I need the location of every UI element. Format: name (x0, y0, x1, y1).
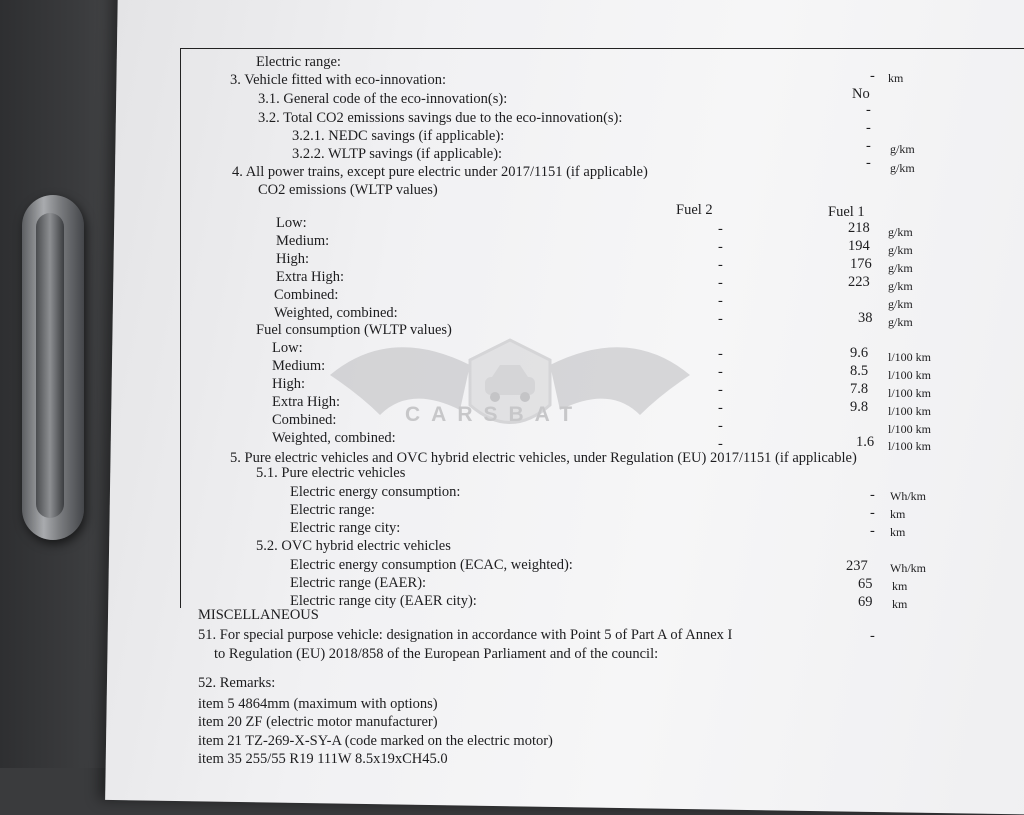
elec-range-unit: km (888, 71, 904, 85)
ovc-row-unit: km (892, 579, 908, 593)
pev-row-unit: km (890, 525, 906, 539)
ovc-row-value: 69 (858, 594, 873, 610)
watermark-text: CARSBAT (405, 403, 584, 426)
ovc-row-unit: km (892, 597, 908, 611)
co2-row-unit: g/km (888, 243, 913, 257)
misc-heading: MISCELLANEOUS (198, 607, 319, 623)
co2-row-label: Medium: (276, 233, 330, 249)
fc-row-fuel1: 1.6 (856, 434, 875, 450)
pev-row-label: Electric range: (290, 502, 375, 518)
fc-row-unit: l/100 km (888, 404, 932, 418)
eco-innovation-value: No (852, 86, 870, 102)
fc-row-unit: l/100 km (888, 439, 932, 453)
ovc-row-label: Electric range (EAER): (290, 575, 427, 591)
fc-row-label: Low: (272, 340, 303, 356)
pev-row-label: Electric range city: (290, 520, 401, 536)
ovc-row-value: 237 (846, 558, 868, 574)
point51-line2: to Regulation (EU) 2018/858 of the European Parliament and of the council: (214, 646, 659, 662)
co2-row-fuel2: - (718, 221, 723, 237)
pev-row-label: Electric energy consumption: (290, 484, 461, 500)
co2-heading: CO2 emissions (WLTP values) (258, 182, 438, 198)
line-wltp-savings: 3.2.2. WLTP savings (if applicable): (292, 146, 503, 162)
fc-row-fuel1: 9.6 (850, 345, 869, 361)
co2-row-fuel2: - (718, 257, 723, 273)
fuel1-header: Fuel 1 (828, 204, 865, 220)
ovc-row-label: Electric energy consumption (ECAC, weighted): (290, 557, 573, 573)
remarks-heading: 52. Remarks: (198, 675, 276, 691)
co2-row-label: Combined: (274, 287, 339, 303)
co2-row-label: Weighted, combined: (274, 305, 398, 321)
co2-row-fuel2: - (718, 275, 723, 291)
co2-row-unit: g/km (888, 279, 913, 293)
co2-row-unit: g/km (888, 315, 913, 329)
fc-row-unit: l/100 km (888, 422, 932, 436)
nedc-value: - (866, 138, 871, 154)
wltp-savings-value: - (866, 155, 871, 171)
pev-row-value: - (870, 523, 875, 539)
fuel-consumption-heading: Fuel consumption (WLTP values) (256, 322, 452, 338)
remark-item: item 21 TZ-269-X-SY-A (code marked on the electric motor) (198, 733, 553, 749)
point51-value: - (870, 628, 875, 644)
fc-row-fuel1: 7.8 (850, 381, 869, 397)
fc-row-fuel2: - (718, 400, 723, 416)
point51-line1: 51. For special purpose vehicle: designation in accordance with Point 5 of Part A of Annex I (198, 627, 733, 643)
co2-row-fuel1: 194 (848, 238, 870, 254)
line-nedc-savings: 3.2.1. NEDC savings (if applicable): (292, 128, 505, 144)
fc-row-label: Weighted, combined: (272, 430, 396, 446)
table-border-top (180, 48, 1024, 50)
fc-row-fuel2: - (718, 382, 723, 398)
co2-row-label: Extra High: (276, 269, 345, 285)
co2-row-fuel2: - (718, 293, 723, 309)
co2-row-fuel2: - (718, 311, 723, 327)
fc-row-label: High: (272, 376, 306, 392)
fc-row-unit: l/100 km (888, 350, 932, 364)
fc-row-fuel2: - (718, 436, 723, 452)
fc-row-fuel1: 8.5 (850, 363, 869, 379)
co2-row-fuel1: 176 (850, 256, 872, 272)
co2-row-unit: g/km (888, 297, 913, 311)
line-electric-range: Electric range: (256, 54, 341, 70)
section5-heading: 5. Pure electric vehicles and OVC hybrid electric vehicles, under Regulation (EU) 2017/1151 (if applicable) (230, 450, 857, 466)
fc-row-fuel2: - (718, 346, 723, 362)
section52-heading: 5.2. OVC hybrid electric vehicles (256, 538, 451, 554)
ovc-row-unit: Wh/km (890, 561, 926, 575)
car-shield-bat-logo (320, 315, 700, 465)
co2-row-label: High: (276, 251, 310, 267)
remark-item: item 5 4864mm (maximum with options) (198, 696, 438, 712)
fc-row-unit: l/100 km (888, 386, 932, 400)
door-handle (22, 195, 84, 540)
co2-row-unit: g/km (888, 261, 913, 275)
co2-row-fuel1: 218 (848, 220, 870, 236)
line-all-power-trains: 4. All power trains, except pure electric under 2017/1151 (if applicable) (232, 164, 648, 180)
elec-range-value: - (870, 68, 875, 84)
pev-row-value: - (870, 487, 875, 503)
fc-row-label: Extra High: (272, 394, 341, 410)
line-eco-total: 3.2. Total CO2 emissions savings due to the eco-innovation(s): (258, 110, 623, 126)
wltp-savings-unit: g/km (890, 161, 915, 175)
fc-row-label: Combined: (272, 412, 337, 428)
pev-row-unit: Wh/km (890, 489, 926, 503)
nedc-unit: g/km (890, 142, 915, 156)
fc-row-fuel2: - (718, 418, 723, 434)
co2-row-label: Low: (276, 215, 307, 231)
co2-row-unit: g/km (888, 225, 913, 239)
eco-code-value: - (866, 102, 871, 118)
section51-heading: 5.1. Pure electric vehicles (256, 465, 406, 481)
co2-row-fuel2: - (718, 239, 723, 255)
pev-row-unit: km (890, 507, 906, 521)
co2-row-fuel1: 223 (848, 274, 870, 290)
table-border-left (180, 48, 182, 608)
line-eco-code: 3.1. General code of the eco-innovation(s): (258, 91, 508, 107)
co2-row-fuel1: 38 (858, 310, 873, 326)
fc-row-fuel1: 9.8 (850, 399, 869, 415)
fc-row-label: Medium: (272, 358, 326, 374)
pev-row-value: - (870, 505, 875, 521)
remark-item: item 35 255/55 R19 111W 8.5x19xCH45.0 (198, 751, 448, 767)
fc-row-unit: l/100 km (888, 368, 932, 382)
ovc-row-value: 65 (858, 576, 873, 592)
eco-total-value: - (866, 120, 871, 136)
remark-item: item 20 ZF (electric motor manufacturer) (198, 714, 438, 730)
ovc-row-label: Electric range city (EAER city): (290, 593, 477, 609)
fc-row-fuel2: - (718, 364, 723, 380)
fuel2-header: Fuel 2 (676, 202, 713, 218)
line-eco-innovation: 3. Vehicle fitted with eco-innovation: (230, 72, 446, 88)
